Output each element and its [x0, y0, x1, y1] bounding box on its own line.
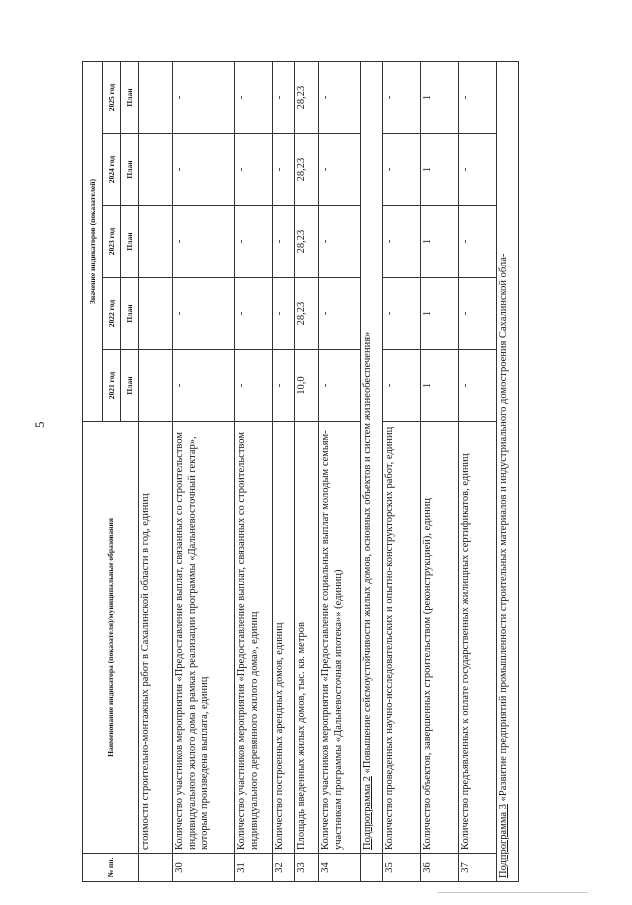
row-value — [139, 61, 173, 133]
row-value: - — [319, 350, 361, 422]
table-row — [273, 61, 295, 881]
row-name: Количество объектов, завершенных строительством (реконструкцией), единиц — [421, 422, 459, 854]
row-value: - — [235, 206, 273, 278]
row-value: - — [273, 206, 295, 278]
row-name: Количество построенных арендных домов, единиц — [273, 422, 295, 854]
row-value: - — [383, 134, 421, 206]
table-row — [459, 61, 497, 881]
row-value — [139, 206, 173, 278]
header-plan: План — [121, 350, 139, 422]
row-num — [139, 854, 173, 882]
row-value: - — [319, 278, 361, 350]
row-value: - — [173, 206, 235, 278]
header-year: 2024 год — [103, 134, 121, 206]
row-name: Количество участников мероприятия «Предоставление выплат, связанных со строительством индивидуального деревянного жилого дома», единиц — [235, 422, 273, 854]
header-year: 2023 год — [103, 206, 121, 278]
row-value: 1 — [421, 350, 459, 422]
row-value: 28,23 — [295, 278, 319, 350]
header-year: 2021 год — [103, 350, 121, 422]
table-row — [295, 61, 319, 881]
row-value: - — [319, 61, 361, 133]
row-value: - — [273, 278, 295, 350]
row-value: - — [319, 206, 361, 278]
row-name: Количество участников мероприятия «Предоставление социальных выплат молодым семьям-участникам программы «Дальневосточная ипотека»» (единиц) — [319, 422, 361, 854]
header-plan: План — [121, 61, 139, 133]
row-num: 30 — [173, 854, 235, 882]
row-name: Площадь введенных жилых домов, тыс. кв. метров — [295, 422, 319, 854]
row-value: - — [273, 61, 295, 133]
page-number: 5 — [32, 421, 47, 428]
header-plan: План — [121, 278, 139, 350]
row-value: - — [173, 134, 235, 206]
row-num: 37 — [459, 854, 497, 882]
table-row — [383, 61, 421, 881]
row-value: - — [459, 206, 497, 278]
row-value — [139, 134, 173, 206]
header-name: Наименование индикатора (показателя)/муниципальные образования — [83, 422, 139, 854]
row-num: 36 — [421, 854, 459, 882]
subprogram-row — [361, 61, 383, 881]
row-name: Количество предъявленных к оплате государственных жилищных сертификатов, единиц — [459, 422, 497, 854]
table-row — [139, 61, 173, 881]
row-value: - — [383, 350, 421, 422]
row-value: - — [319, 134, 361, 206]
row-value: 1 — [421, 61, 459, 133]
table-row — [173, 61, 235, 881]
row-value: - — [173, 61, 235, 133]
row-name: Количество проведенных научно-исследовательских и опытно-конструкторских работ, единиц — [383, 422, 421, 854]
row-value: - — [383, 278, 421, 350]
row-value: - — [235, 278, 273, 350]
row-name: стоимости строительно-монтажных работ в Сахалинской области в год, единиц — [139, 422, 173, 854]
row-value: - — [235, 134, 273, 206]
row-num: 31 — [235, 854, 273, 882]
row-num: 33 — [295, 854, 319, 882]
table-row — [319, 61, 361, 881]
document-table-sheet — [82, 62, 582, 882]
subprogram-title — [361, 61, 383, 853]
row-value: 28,23 — [295, 61, 319, 133]
row-value: - — [235, 61, 273, 133]
header-plan: План — [121, 206, 139, 278]
header-year: 2022 год — [103, 278, 121, 350]
row-name: Количество участников мероприятия «Предоставление выплат, связанных со строительством индивидуального жилого дома в рамках реализации программы «Дальневосточный гектар», которым произведена выплата, единиц — [173, 422, 235, 854]
row-value: 1 — [421, 206, 459, 278]
header-plan: План — [121, 134, 139, 206]
subprogram-label: Подпрограмма 3 — [498, 804, 509, 878]
row-num: 34 — [319, 854, 361, 882]
row-value: 28,23 — [295, 206, 319, 278]
row-value — [139, 350, 173, 422]
subprogram-text: «Повышение сейсмоустойчивости жилых домов, основных объектов и систем жизнеобеспечения» — [362, 331, 373, 777]
subprogram-num-cell — [361, 854, 383, 882]
row-value: - — [173, 350, 235, 422]
indicators-table — [82, 61, 519, 882]
subprogram-label: Подпрограмма 2 — [362, 776, 373, 850]
header-year: 2025 год — [103, 61, 121, 133]
subprogram-title — [497, 61, 519, 881]
row-value: - — [273, 350, 295, 422]
row-value: - — [173, 278, 235, 350]
row-num: 32 — [273, 854, 295, 882]
row-num: 35 — [383, 854, 421, 882]
row-value: 1 — [421, 278, 459, 350]
table-row — [235, 61, 273, 881]
row-value: 10,0 — [295, 350, 319, 422]
subprogram-row — [497, 61, 519, 881]
row-value: - — [383, 206, 421, 278]
row-value: - — [459, 278, 497, 350]
row-value: 28,23 — [295, 134, 319, 206]
row-value: - — [459, 134, 497, 206]
table-row — [421, 61, 459, 881]
row-value: - — [459, 350, 497, 422]
row-value: - — [235, 350, 273, 422]
row-value: - — [459, 61, 497, 133]
row-value: 1 — [421, 134, 459, 206]
subprogram-text: «Развитие предприятий промышленности строительных материалов и индустриального домостроения Сахалинской обла- — [498, 253, 509, 805]
row-value: - — [383, 61, 421, 133]
row-value — [139, 278, 173, 350]
scan-artifact — [438, 892, 588, 893]
header-num: № пп. — [83, 854, 139, 882]
row-value: - — [273, 134, 295, 206]
header-values: Значение индикаторов (показателей) — [83, 61, 103, 421]
